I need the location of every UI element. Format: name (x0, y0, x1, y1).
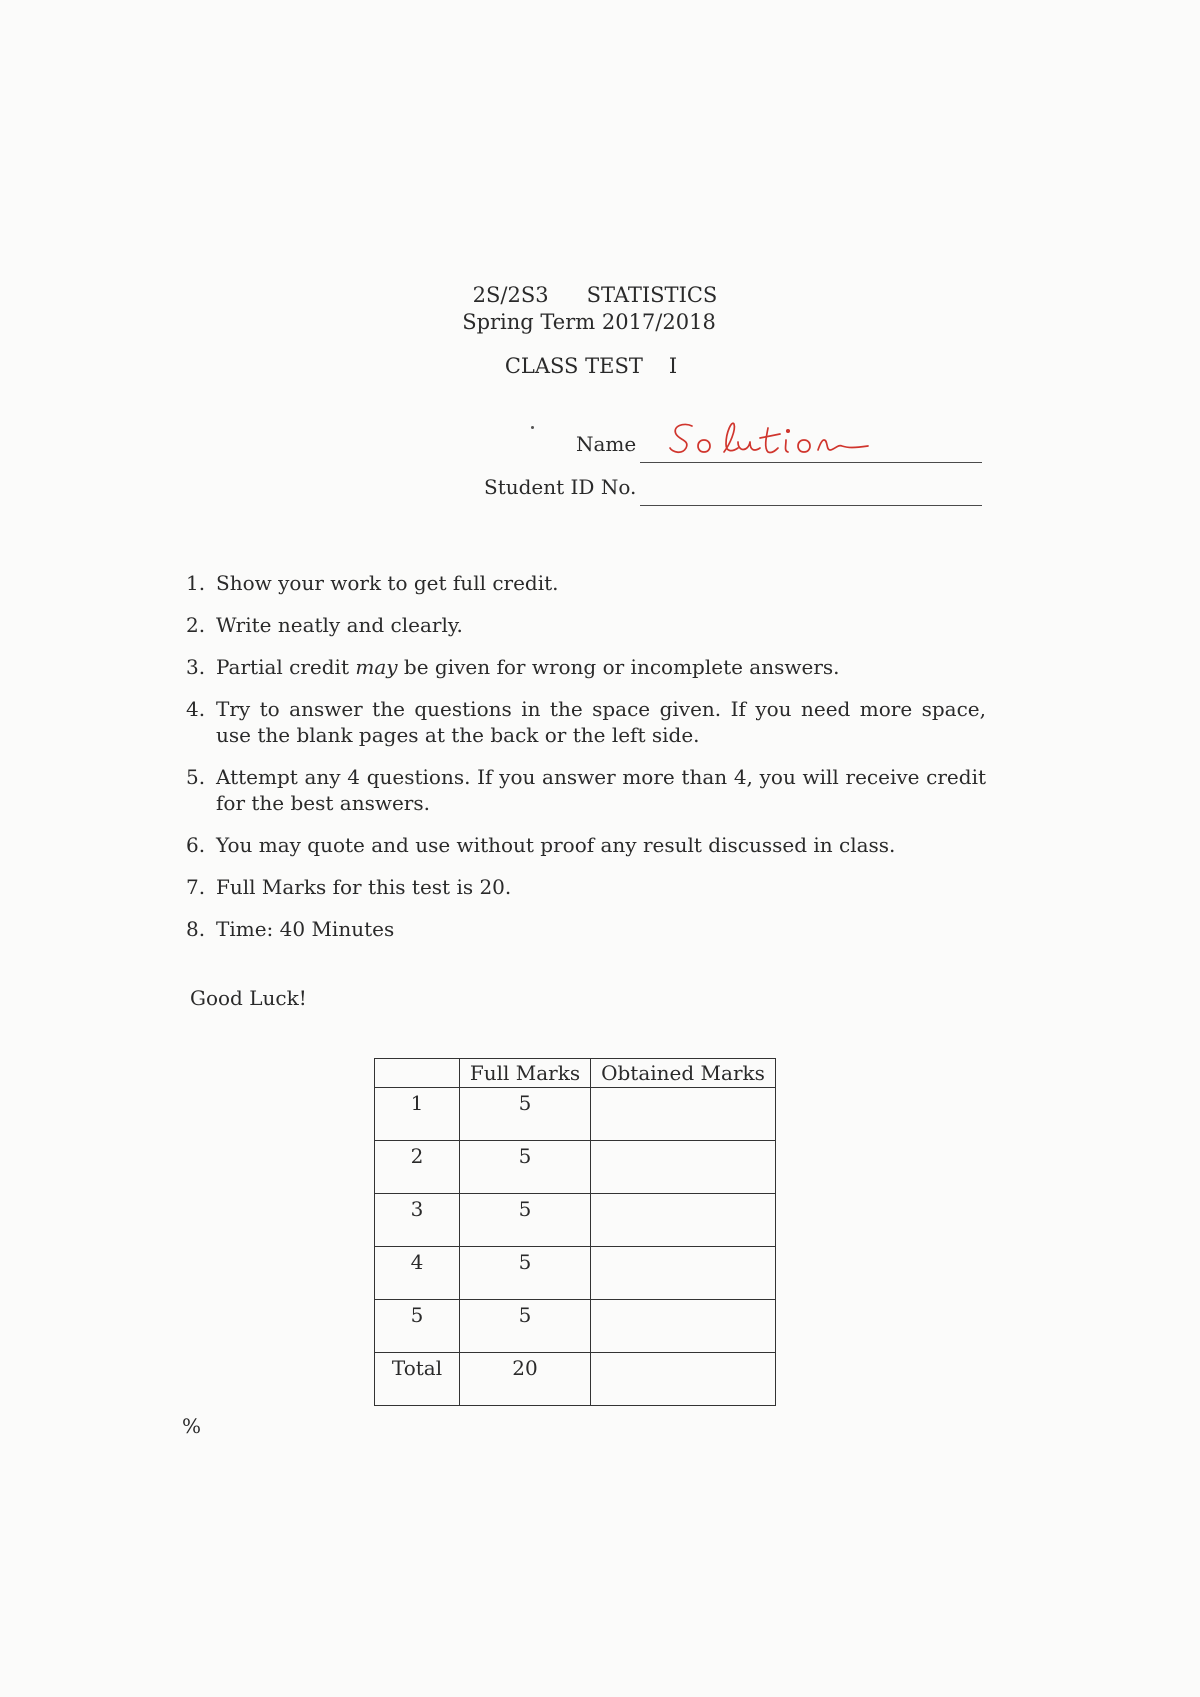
test-name: CLASS TEST (504, 353, 643, 378)
table-row (375, 1300, 776, 1353)
course-line (0, 282, 1200, 309)
student-id-line[interactable] (640, 505, 982, 506)
table-header-cell: Full Marks (460, 1059, 591, 1088)
total-label-cell: Total (375, 1353, 460, 1406)
table-header-cell: Obtained Marks (591, 1059, 776, 1088)
table-row (375, 1088, 776, 1141)
course-name: STATISTICS (586, 283, 718, 307)
table-row (375, 1194, 776, 1247)
instruction-item: 3. Partial credit may be given for wrong or incomplete answers. (186, 655, 840, 679)
good-luck-text: Good Luck! (190, 986, 307, 1010)
table-row (375, 1247, 776, 1300)
instructions-list (186, 570, 986, 958)
full-marks-cell: 5 (460, 1088, 591, 1141)
full-marks-cell: 5 (460, 1194, 591, 1247)
student-id-label: Student ID No. (484, 475, 637, 499)
table-header-cell (375, 1059, 460, 1088)
table-row (375, 1141, 776, 1194)
total-full-marks-cell: 20 (460, 1353, 591, 1406)
obtained-marks-cell[interactable] (591, 1300, 776, 1353)
question-number-cell: 3 (375, 1194, 460, 1247)
test-line (0, 353, 1200, 380)
instruction-item: 8. Time: 40 Minutes (186, 917, 395, 941)
instruction-item: 4. Try to answer the questions in the space given. If you need more space, use the blank pages at the back or the left side. (186, 697, 986, 747)
term-line: Spring Term 2017/2018 (462, 310, 716, 335)
full-marks-cell: 5 (460, 1141, 591, 1194)
instruction-item: 6. You may quote and use without proof any result discussed in class. (186, 833, 896, 857)
instruction-item: 2. Write neatly and clearly. (186, 613, 463, 637)
marks-table (374, 1058, 776, 1406)
question-number-cell: 5 (375, 1300, 460, 1353)
question-number-cell: 1 (375, 1088, 460, 1141)
instruction-item: 5. Attempt any 4 questions. If you answer more than 4, you will receive credit for the best answers. (186, 765, 986, 815)
name-label: Name (576, 432, 637, 456)
total-obtained-marks-cell[interactable] (591, 1353, 776, 1406)
obtained-marks-cell[interactable] (591, 1194, 776, 1247)
question-number-cell: 4 (375, 1247, 460, 1300)
obtained-marks-cell[interactable] (591, 1088, 776, 1141)
instruction-item: 7. Full Marks for this test is 20. (186, 875, 512, 899)
course-code: 2S/2S3 (472, 283, 549, 307)
full-marks-cell: 5 (460, 1300, 591, 1353)
table-header-row (375, 1059, 776, 1088)
full-marks-cell: 5 (460, 1247, 591, 1300)
table-total-row (375, 1353, 776, 1406)
question-number-cell: 2 (375, 1141, 460, 1194)
handwritten-name (668, 418, 888, 466)
test-number: I (668, 353, 678, 378)
obtained-marks-cell[interactable] (591, 1141, 776, 1194)
exam-header (0, 282, 1200, 380)
instruction-item: 1. Show your work to get full credit. (186, 571, 559, 595)
obtained-marks-cell[interactable] (591, 1247, 776, 1300)
stray-dot (531, 426, 534, 429)
percent-mark: % (182, 1414, 202, 1438)
